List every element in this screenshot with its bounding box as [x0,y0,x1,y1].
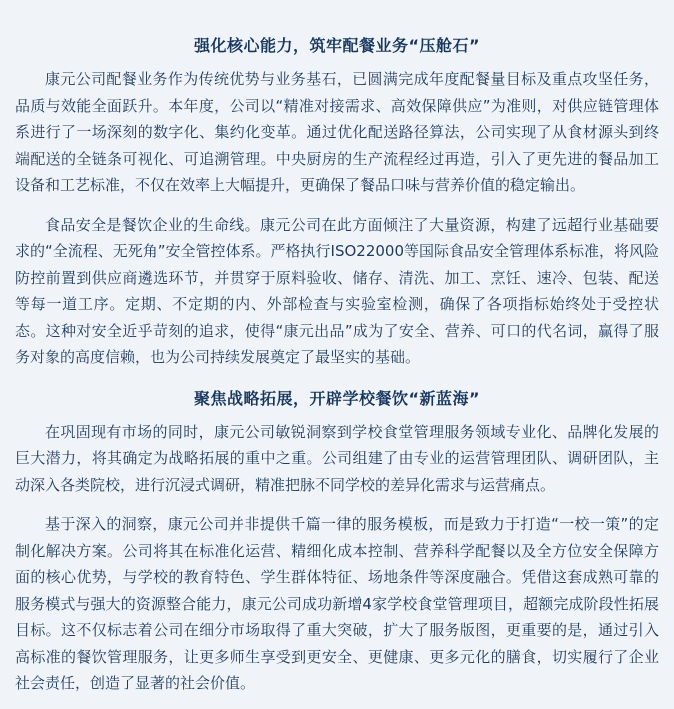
body-paragraph: 康元公司配餐业务作为传统优势与业务基石，已圆满完成年度配餐量目标及重点攻坚任务，品质与效能全面跃升。本年度，公司以“精准对接需求、高效保障供应”为准则，对供应链管理体系进行了一场深刻的数字化、集约化变革。通过优化配送路径算法，公司实现了从食材源头到终端配送的全链条可视化、可追溯管理。中央厨房的生产流程经过再造，引入了更先进的餐品加工设备和工艺标准，不仅在效率上大幅提升，更确保了餐品口味与营养价值的稳定输出。 [15,70,659,194]
body-paragraph: 在巩固现有市场的同时，康元公司敏锐洞察到学校食堂管理服务领域专业化、品牌化发展的巨大潜力，将其确定为战略拓展的重中之重。公司组建了由专业的运营管理团队、调研团队，主动深入各类院校，进行沉浸式调研，精准把脉不同学校的差异化需求与运营痛点。 [15,422,659,494]
body-paragraph: 食品安全是餐饮企业的生命线。康元公司在此方面倾注了大量资源，构建了远超行业基础要求的“全流程、无死角”安全管控体系。严格执行ISO22000等国际食品安全管理体系标准，将风险防控前置到供应商遴选环节，并贯穿于原料验收、储存、清洗、加工、烹饪、速冷、包装、配送等每一道工序。定期、不定期的内、外部检查与实验室检测，确保了各项指标始终处于受控状态。这种对安全近乎苛刻的追求，使得“康元出品”成为了安全、营养、可口的代名词，赢得了服务对象的高度信赖，也为公司持续发展奠定了最坚实的基础。 [15,215,660,366]
section-heading-core-capability: 强化核心能力，筑牢配餐业务“压舱石” [193,36,481,55]
section-heading-strategic-expansion: 聚焦战略拓展，开辟学校餐饮“新蓝海” [193,388,481,408]
body-paragraph: 基于深入的洞察，康元公司并非提供千篇一律的服务模板，而是致力于打造“一校一策”的定制化解决方案。公司将其在标准化运营、精细化成本控制、营养科学配餐以及全方位安全保障方面的核心优势，与学校的教育特色、学生群体特征、场地条件等深度融合。凭借这套成熟可靠的服务模式与强大的资源整合能力，康元公司成功新增4家学校食堂管理项目，超额完成阶段性拓展目标。这不仅标志着公司在细分市场取得了重大突破，扩大了服务版图，更重要的是，通过引入高标准的餐饮管理服务，让更多师生享受到更安全、更健康、更多元化的膳食，切实履行了企业社会责任，创造了显著的社会价值。 [15,515,659,692]
